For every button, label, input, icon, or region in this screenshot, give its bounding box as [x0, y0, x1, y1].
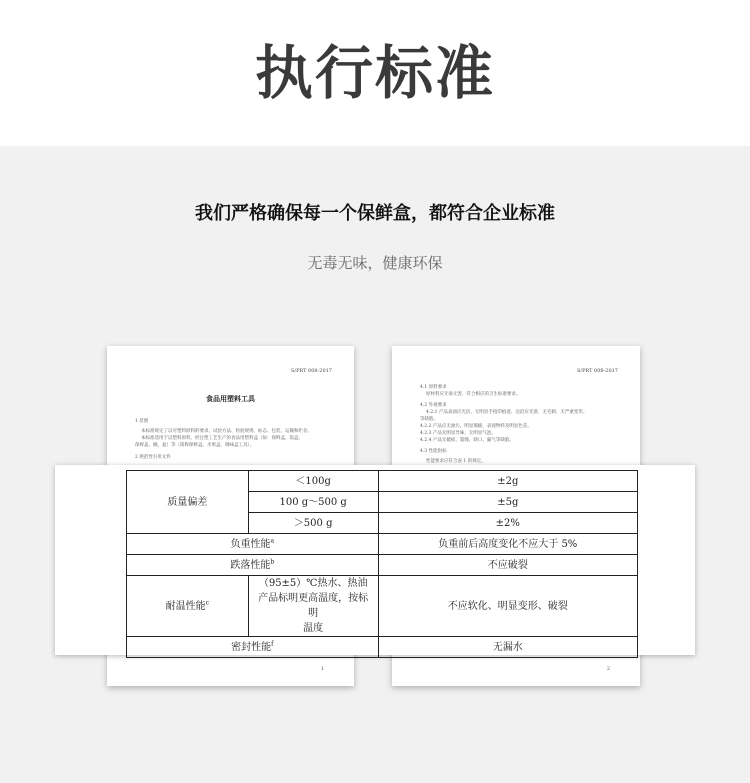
doc-line: 2 规范性引用文件 — [135, 455, 171, 460]
doc-line: 4.1 原料要求 — [420, 385, 447, 390]
doc-line: 本标准规定了以可塑料原料的要求、试验方法、检验规则、标志、包装、运输和贮存。 — [141, 429, 312, 434]
table-row — [127, 555, 638, 576]
table-row — [127, 576, 638, 637]
doc-line: 保鲜盖、碗、盆）等（简称保鲜盒、水果盒、调味盒工具）。 — [135, 443, 255, 448]
standard-code: S/PRT 008-2017 — [576, 368, 618, 374]
weight-deviation-label: 质量偏差 — [127, 471, 249, 534]
footnote-mark: f — [271, 640, 274, 648]
doc-line: 4.2.1 产品表面应光洁，无明显手指印痕迹、边沿应光滑，无毛刺，无严重变形。 — [426, 410, 588, 415]
drop-performance-value: 不应破裂 — [378, 555, 637, 576]
footnote-mark: c — [205, 599, 210, 607]
doc-line: 4.2.2 产品应无油污，明显瑕疵，表观物料及明显色差。 — [420, 424, 532, 429]
load-performance-label — [127, 534, 379, 555]
table-row — [127, 471, 638, 492]
table-row — [127, 637, 638, 658]
weight-range-cell: ＜100g — [248, 471, 378, 492]
doc-line: 4.2 外观要求 — [420, 403, 447, 408]
weight-tolerance-cell: ±2g — [378, 471, 637, 492]
heat-label-text: 耐温性能 — [165, 600, 206, 612]
weight-range-cell: ＞500 g — [248, 513, 378, 534]
page-number: 2 — [606, 666, 610, 672]
spec-table-card — [55, 465, 695, 655]
condition-line: 产品标明更高温度，按标明 — [258, 593, 369, 619]
weight-range-cell: 100 g～500 g — [248, 492, 378, 513]
condition-line: （95±5）℃热水、热油 — [258, 578, 368, 589]
doc-line: 1 范围 — [135, 419, 149, 424]
document-title: 食品用塑料工具 — [206, 394, 255, 403]
doc-line: 等缺陷。 — [420, 417, 438, 422]
doc-line: 本标准适用于以塑料原料，经注塑工艺生产的食品用塑料盒（如：保鲜盒、饭盒、 — [141, 436, 303, 441]
title-banner — [0, 0, 750, 146]
seal-performance-label — [127, 637, 379, 658]
footnote-mark: b — [270, 558, 275, 566]
load-label-text: 负重性能 — [230, 538, 271, 550]
doc-line: 4.3 性能指标 — [420, 449, 447, 454]
condition-line: 温度 — [303, 623, 324, 634]
spec-table — [126, 470, 638, 658]
seal-label-text: 密封性能 — [231, 641, 272, 653]
heat-resistance-condition — [248, 576, 378, 637]
doc-line: 性能要求应符合表 1 的规定。 — [426, 459, 486, 464]
weight-tolerance-cell: ±2% — [378, 513, 637, 534]
heat-resistance-label — [127, 576, 249, 637]
page-number: 1 — [320, 666, 324, 672]
doc-line: 原材料应无毒无害，符合相应的卫生标准要求。 — [426, 392, 521, 397]
doc-line: 4.2.4 产品无破损、裂缝、缺口、漏气等缺陷。 — [420, 438, 514, 443]
standard-code: S/PRT 008-2017 — [290, 368, 332, 374]
drop-label-text: 跌落性能 — [230, 559, 271, 571]
headline: 我们严格确保每一个保鲜盒，都符合企业标准 — [195, 203, 555, 224]
heat-resistance-value: 不应软化、明显变形、破裂 — [378, 576, 637, 637]
weight-tolerance-cell: ±5g — [378, 492, 637, 513]
footnote-mark: a — [270, 537, 275, 545]
subheadline: 无毒无味，健康环保 — [307, 254, 443, 272]
table-row — [127, 534, 638, 555]
drop-performance-label — [127, 555, 379, 576]
seal-performance-value: 无漏水 — [378, 637, 637, 658]
load-performance-value: 负重前后高度变化不应大于 5% — [378, 534, 637, 555]
doc-line: 4.2.3 产品无明显异味，无明显气泡。 — [420, 431, 496, 436]
page-title: 执行标准 — [254, 39, 495, 107]
